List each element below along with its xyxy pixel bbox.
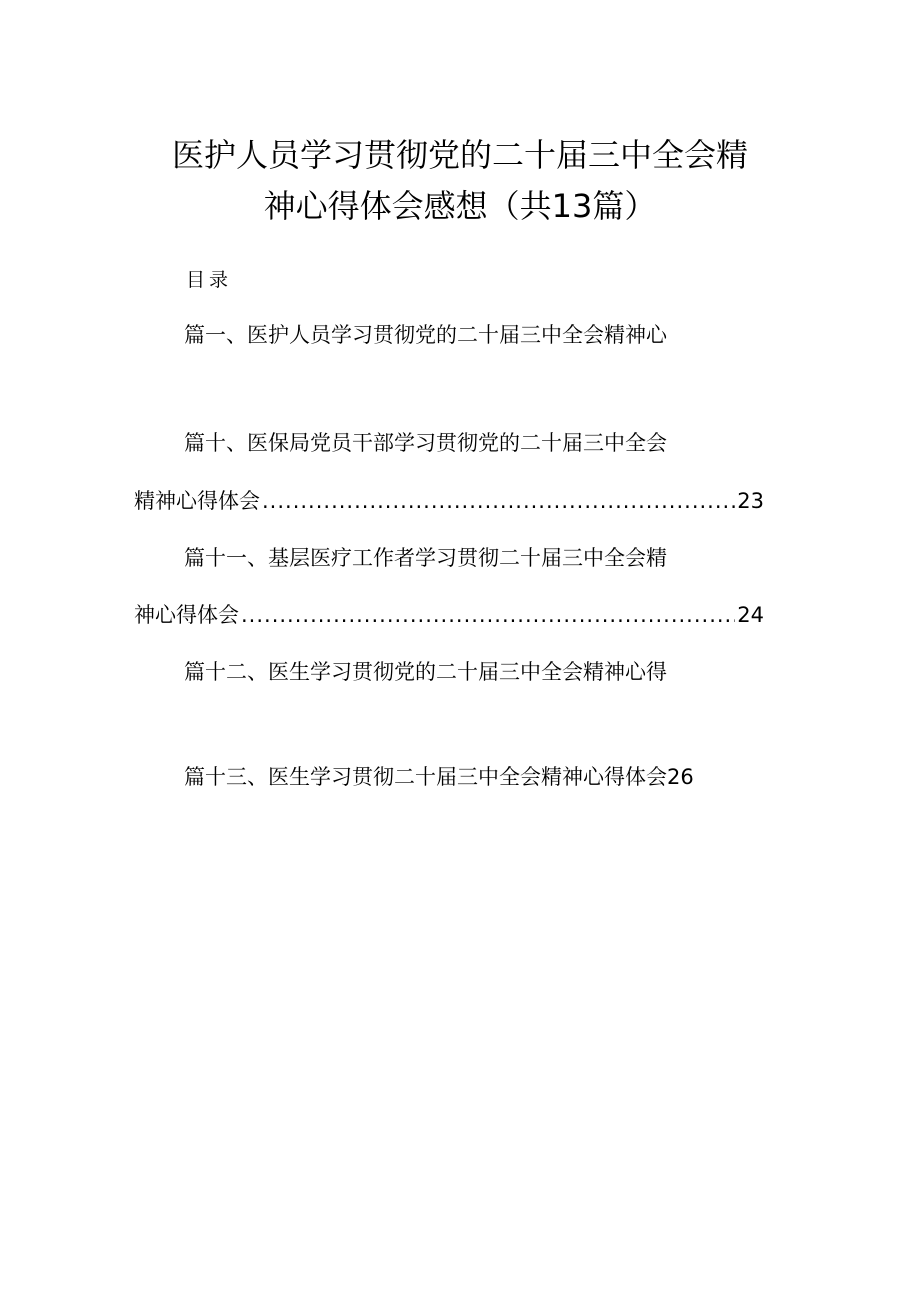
toc-entry-11-line-2[interactable] (134, 600, 764, 630)
document-title-line-1: 医护人员学习贯彻党的二十届三中全会精 (171, 136, 748, 174)
document-title-line-2: 神心得体会感想（共13篇） (263, 187, 657, 225)
toc-entry-11-line-1[interactable]: 篇十一、基层医疗工作者学习贯彻二十届三中全会精 (184, 546, 667, 570)
toc-entry-10-line-1[interactable]: 篇十、医保局党员干部学习贯彻党的二十届三中全会 (184, 431, 667, 455)
toc-entry-10-line-2[interactable] (134, 486, 764, 516)
toc-heading: 目录 (186, 269, 233, 291)
toc-entry-13[interactable]: 篇十三、医生学习贯彻二十届三中全会精神心得体会26 (184, 765, 694, 789)
toc-entry-11-text: 神心得体会 (134, 603, 239, 627)
toc-dot-leader (241, 600, 735, 630)
toc-entry-10-text: 精神心得体会 (134, 489, 260, 513)
toc-entry-11-page-number: 24 (737, 603, 764, 627)
toc-entry-10-page-number: 23 (737, 489, 764, 513)
toc-entry-1[interactable]: 篇一、医护人员学习贯彻党的二十届三中全会精神心 (184, 323, 667, 347)
toc-dot-leader (262, 486, 735, 516)
toc-entry-12[interactable]: 篇十二、医生学习贯彻党的二十届三中全会精神心得 (184, 660, 667, 684)
